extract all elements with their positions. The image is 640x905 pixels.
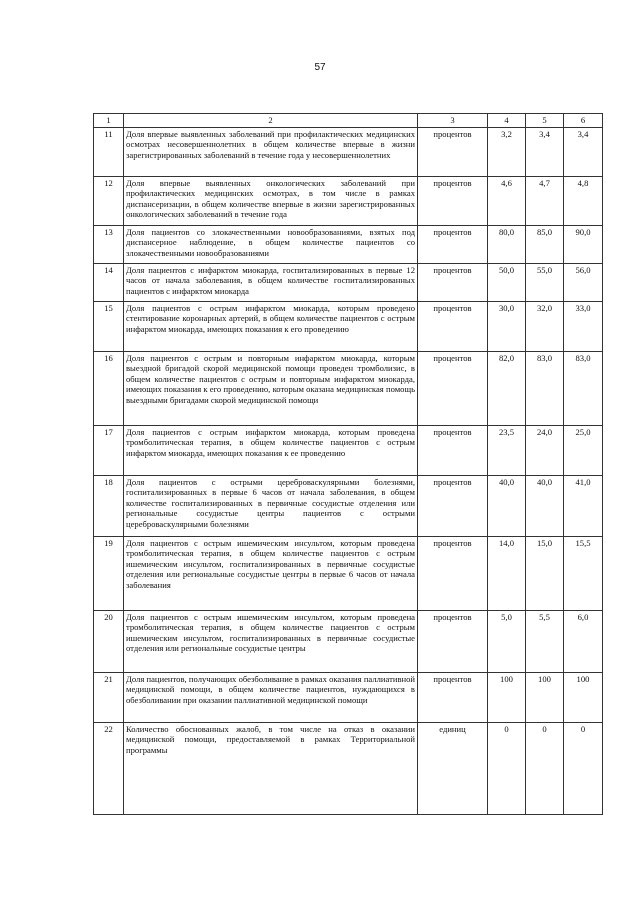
row-number: 14 bbox=[94, 263, 124, 301]
value-col-5: 15,0 bbox=[526, 536, 564, 610]
value-col-5: 100 bbox=[526, 672, 564, 722]
unit-cell: процентов bbox=[418, 351, 488, 425]
row-number: 20 bbox=[94, 610, 124, 672]
value-col-4: 23,5 bbox=[488, 425, 526, 475]
value-col-4: 100 bbox=[488, 672, 526, 722]
table-row bbox=[94, 176, 603, 225]
indicator-description: Доля впервые выявленных онкологических заболеваний при профилактических медицинских осмотрах, в том числе в рамках диспансеризации, в общем количестве впервые в жизни зарегистрированных онкологических заболеваний в течение года bbox=[124, 176, 418, 225]
page-number: 57 bbox=[314, 62, 326, 73]
header-col-4: 4 bbox=[488, 114, 526, 128]
indicator-description: Доля пациентов, получающих обезболивание в рамках оказания паллиативной медицинской помощи, в общем количестве пациентов, нуждающихся в обезболивании при оказании паллиативной медицинской помощи bbox=[124, 672, 418, 722]
unit-cell: процентов bbox=[418, 425, 488, 475]
unit-cell: единиц bbox=[418, 722, 488, 814]
value-col-4: 3,2 bbox=[488, 127, 526, 176]
value-col-5: 24,0 bbox=[526, 425, 564, 475]
value-col-5: 40,0 bbox=[526, 475, 564, 536]
indicator-description: Доля пациентов с острым инфарктом миокарда, которым проведена тромболитическая терапия, в общем количестве пациентов с острым инфарктом миокарда, имеющих показания к ее проведению bbox=[124, 425, 418, 475]
row-number: 11 bbox=[94, 127, 124, 176]
row-number: 18 bbox=[94, 475, 124, 536]
indicator-description: Доля пациентов с острыми цереброваскулярными болезнями, госпитализированных в первые 6 часов от начала заболевания, в общем количестве госпитализированных в первичные сосудистые отделения или региональные сосудистые центры пациентов с острыми цереброваскулярными болезнями bbox=[124, 475, 418, 536]
table-row bbox=[94, 425, 603, 475]
unit-cell: процентов bbox=[418, 301, 488, 351]
table-row bbox=[94, 301, 603, 351]
value-col-6: 100 bbox=[564, 672, 603, 722]
indicator-description: Доля пациентов со злокачественными новообразованиями, взятых под диспансерное наблюдение, в общем количестве пациентов со злокачественными новообразованиями bbox=[124, 225, 418, 263]
value-col-6: 41,0 bbox=[564, 475, 603, 536]
value-col-6: 33,0 bbox=[564, 301, 603, 351]
value-col-4: 4,6 bbox=[488, 176, 526, 225]
unit-cell: процентов bbox=[418, 263, 488, 301]
indicator-description: Доля впервые выявленных заболеваний при профилактических медицинских осмотрах несовершеннолетних в общем количестве впервые в жизни зарегистрированных заболеваний в течение года у несовершеннолетних bbox=[124, 127, 418, 176]
value-col-5: 0 bbox=[526, 722, 564, 814]
unit-cell: процентов bbox=[418, 536, 488, 610]
value-col-4: 0 bbox=[488, 722, 526, 814]
table-row bbox=[94, 351, 603, 425]
indicator-description: Доля пациентов с острым ишемическим инсультом, которым проведена тромболитическая терапия, в общем количестве пациентов с острым ишемическим инсультом, госпитализированных в первичные сосудистые отделения или региональные сосудистые центры bbox=[124, 610, 418, 672]
value-col-5: 85,0 bbox=[526, 225, 564, 263]
value-col-6: 15,5 bbox=[564, 536, 603, 610]
row-number: 19 bbox=[94, 536, 124, 610]
value-col-4: 30,0 bbox=[488, 301, 526, 351]
table-row bbox=[94, 475, 603, 536]
table-row bbox=[94, 263, 603, 301]
unit-cell: процентов bbox=[418, 475, 488, 536]
table-row bbox=[94, 225, 603, 263]
row-number: 13 bbox=[94, 225, 124, 263]
indicator-description: Доля пациентов с инфарктом миокарда, госпитализированных в первые 12 часов от начала заболевания, в общем количестве госпитализированных пациентов с инфарктом миокарда bbox=[124, 263, 418, 301]
table-row bbox=[94, 536, 603, 610]
indicator-description: Доля пациентов с острым инфарктом миокарда, которым проведено стентирование коронарных артерий, в общем количестве пациентов с острым инфарктом миокарда, имеющих показания к его проведению bbox=[124, 301, 418, 351]
header-col-5: 5 bbox=[526, 114, 564, 128]
unit-cell: процентов bbox=[418, 176, 488, 225]
row-number: 12 bbox=[94, 176, 124, 225]
value-col-6: 4,8 bbox=[564, 176, 603, 225]
value-col-4: 40,0 bbox=[488, 475, 526, 536]
value-col-6: 90,0 bbox=[564, 225, 603, 263]
value-col-5: 4,7 bbox=[526, 176, 564, 225]
value-col-5: 32,0 bbox=[526, 301, 564, 351]
table-row bbox=[94, 722, 603, 814]
unit-cell: процентов bbox=[418, 672, 488, 722]
value-col-4: 80,0 bbox=[488, 225, 526, 263]
row-number: 16 bbox=[94, 351, 124, 425]
value-col-6: 83,0 bbox=[564, 351, 603, 425]
value-col-4: 5,0 bbox=[488, 610, 526, 672]
row-number: 22 bbox=[94, 722, 124, 814]
header-col-6: 6 bbox=[564, 114, 603, 128]
header-col-2: 2 bbox=[124, 114, 418, 128]
value-col-4: 14,0 bbox=[488, 536, 526, 610]
table-row bbox=[94, 610, 603, 672]
unit-cell: процентов bbox=[418, 610, 488, 672]
value-col-6: 0 bbox=[564, 722, 603, 814]
value-col-5: 83,0 bbox=[526, 351, 564, 425]
header-row bbox=[94, 114, 603, 128]
value-col-6: 6,0 bbox=[564, 610, 603, 672]
value-col-6: 56,0 bbox=[564, 263, 603, 301]
value-col-4: 82,0 bbox=[488, 351, 526, 425]
value-col-5: 3,4 bbox=[526, 127, 564, 176]
row-number: 21 bbox=[94, 672, 124, 722]
indicator-description: Доля пациентов с острым и повторным инфарктом миокарда, которым выездной бригадой скорой медицинской помощи проведен тромболизис, в общем количестве пациентов с острым и повторным инфарктом миокарда, имеющих показания к его проведению, которым оказана медицинская помощь выездными бригадами скорой медицинской помощи bbox=[124, 351, 418, 425]
header-col-1: 1 bbox=[94, 114, 124, 128]
value-col-5: 5,5 bbox=[526, 610, 564, 672]
value-col-4: 50,0 bbox=[488, 263, 526, 301]
row-number: 15 bbox=[94, 301, 124, 351]
unit-cell: процентов bbox=[418, 127, 488, 176]
header-col-3: 3 bbox=[418, 114, 488, 128]
unit-cell: процентов bbox=[418, 225, 488, 263]
table-row bbox=[94, 672, 603, 722]
value-col-6: 25,0 bbox=[564, 425, 603, 475]
value-col-5: 55,0 bbox=[526, 263, 564, 301]
table-row bbox=[94, 127, 603, 176]
value-col-6: 3,4 bbox=[564, 127, 603, 176]
indicators-table bbox=[93, 113, 603, 815]
indicator-description: Количество обоснованных жалоб, в том числе на отказ в оказании медицинской помощи, предоставляемой в рамках Территориальной программы bbox=[124, 722, 418, 814]
row-number: 17 bbox=[94, 425, 124, 475]
indicator-description: Доля пациентов с острым ишемическим инсультом, которым проведена тромболитическая терапия, в общем количестве пациентов с острым ишемическим инсультом, госпитализированных в первичные сосудистые отделения или региональные сосудистые центры в первые 6 часов от начала заболевания bbox=[124, 536, 418, 610]
